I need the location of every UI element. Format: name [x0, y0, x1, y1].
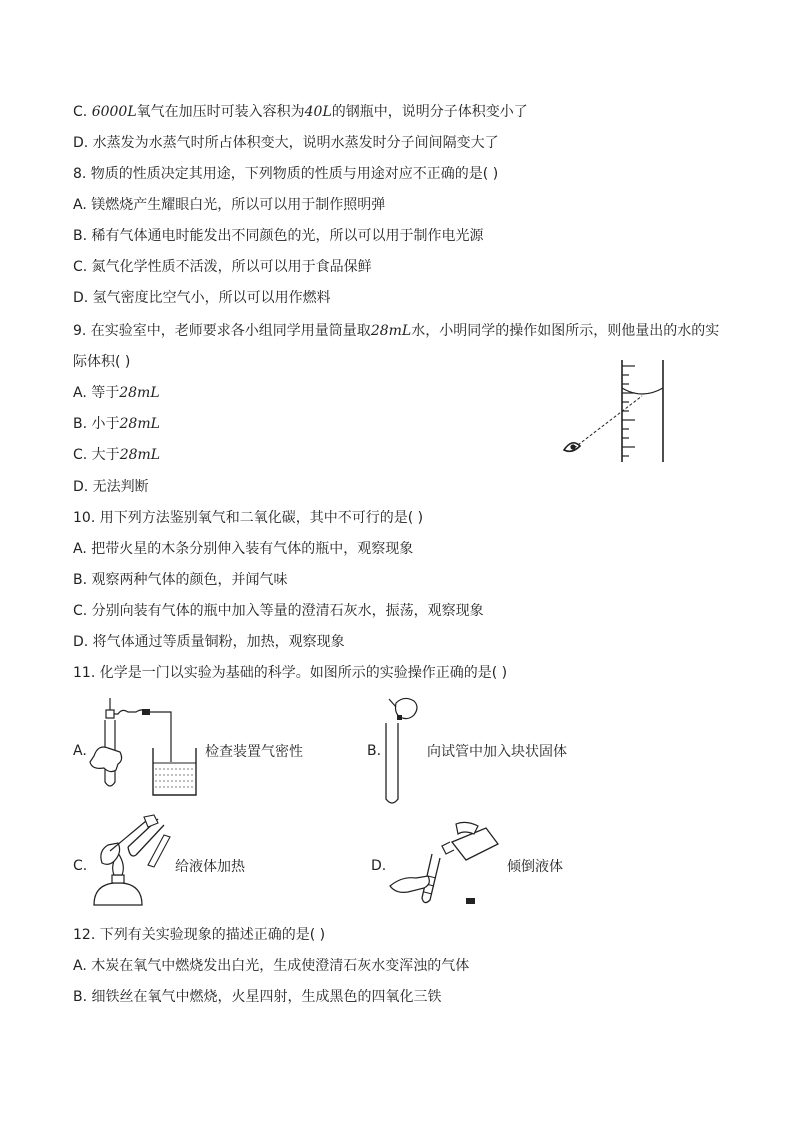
sight-line — [574, 396, 642, 448]
q11-stem: 11. 化学是一门以实验为基础的科学。如图所示的实验操作正确的是( ) — [73, 665, 508, 681]
q11-option-d-letter: D. — [371, 858, 387, 874]
q10-option-c: C. 分别向装有气体的瓶中加入等量的澄清石灰水，振荡，观察现象 — [73, 603, 484, 619]
q11-option-b-letter: B. — [367, 743, 382, 759]
q7-c-volume-1: 6000L — [91, 104, 137, 120]
q12-option-a: A. 木炭在氧气中燃烧发出白光，生成使澄清石灰水变浑浊的气体 — [73, 958, 470, 974]
q9-option-b: B. 小于28mL — [73, 416, 160, 432]
q9-option-c: C. 大于28mL — [73, 447, 161, 463]
eye-icon — [564, 443, 580, 452]
solid-block — [397, 715, 402, 720]
q7-option-d: D. 水蒸发为水蒸气时所占体积变大，说明水蒸发时分子间间隔变大了 — [73, 135, 499, 151]
q12-stem: 12. 下列有关实验现象的描述正确的是( ) — [73, 927, 326, 943]
q8-option-a: A. 镁燃烧产生耀眼白光，所以可以用于制作照明弹 — [73, 197, 386, 213]
q11-option-c-caption: 给液体加热 — [175, 859, 245, 875]
q11-option-a-caption: 检查装置气密性 — [205, 744, 303, 760]
airtightness-check-figure — [88, 698, 208, 802]
q11-option-b-caption: 向试管中加入块状固体 — [427, 744, 567, 760]
q9-stem-line2: 际体积( ) — [73, 354, 131, 370]
hand-icon — [90, 747, 122, 772]
add-solid-to-test-tube-figure — [380, 695, 424, 807]
q11-option-d-caption: 倾倒液体 — [507, 859, 563, 875]
q8-option-c: C. 氮气化学性质不活泼，所以可以用于食品保鲜 — [73, 259, 372, 275]
alcohol-lamp — [94, 883, 142, 905]
graduated-cylinder-figure — [560, 356, 670, 468]
q10-option-d: D. 将气体通过等质量铜粉，加热，观察现象 — [73, 634, 345, 650]
q10-option-b: B. 观察两种气体的颜色，并闻气味 — [73, 572, 288, 588]
q7-option-c: C. 6000L氧气在加压时可装入容积为40L的钢瓶中，说明分子体积变小了 — [73, 104, 528, 120]
q8-option-b: B. 稀有气体通电时能发出不同颜色的光，所以可以用于制作电光源 — [73, 228, 484, 244]
q8-stem: 8. 物质的性质决定其用途，下列物质的性质与用途对应不正确的是( ) — [73, 166, 499, 182]
q8-option-d: D. 氢气密度比空气小，所以可以用作燃料 — [73, 290, 331, 306]
bottle-stopper — [466, 898, 475, 904]
heating-liquid-figure — [88, 815, 180, 911]
q11-option-a-letter: A. — [73, 743, 87, 759]
q7-c-volume-2: 40L — [304, 104, 332, 120]
q10-option-a: A. 把带火星的木条分别伸入装有气体的瓶中，观察现象 — [73, 541, 414, 557]
q11-option-c-letter: C. — [73, 858, 88, 874]
q9-volume: 28mL — [370, 323, 412, 339]
hand-icon — [456, 822, 478, 834]
pouring-liquid-figure — [386, 820, 504, 912]
q10-stem: 10. 用下列方法鉴别氧气和二氧化碳，其中不可行的是( ) — [73, 510, 424, 526]
q9-option-d: D. 无法判断 — [73, 479, 149, 495]
q9-option-a: A. 等于28mL — [73, 385, 160, 401]
q12-option-b: B. 细铁丝在氧气中燃烧，火星四射，生成黑色的四氧化三铁 — [73, 989, 442, 1005]
q9-stem: 9. 在实验室中，老师要求各小组同学用量筒量取28mL水，小明同学的操作如图所示，则他量出的水的实 — [73, 323, 720, 339]
